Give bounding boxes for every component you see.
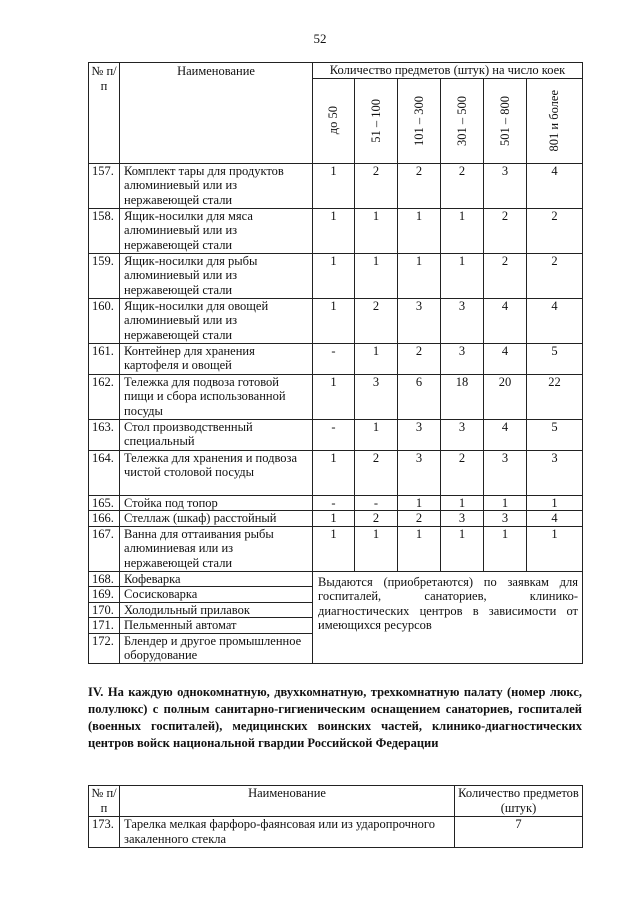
row-number: 173.: [89, 817, 120, 848]
row-value: -: [355, 495, 398, 511]
row-value: 4: [484, 298, 527, 343]
row-value: 3: [398, 298, 441, 343]
row-name: Сосисковарка: [120, 587, 313, 603]
row-value: 3: [398, 419, 441, 450]
row-value: 1: [355, 253, 398, 298]
row-value: 2: [398, 511, 441, 527]
table2-header-row: [89, 786, 583, 817]
row-name: Стол производственный специальный: [120, 419, 313, 450]
table-row: [89, 511, 583, 527]
header-quantity: Количество предметов (штук): [455, 786, 583, 817]
row-value: 2: [398, 343, 441, 374]
equipment-table: [88, 62, 583, 664]
row-number: 160.: [89, 298, 120, 343]
row-number: 158.: [89, 208, 120, 253]
row-value: 2: [484, 208, 527, 253]
row-value: 1: [313, 208, 355, 253]
header-range: 101 – 300: [398, 78, 441, 163]
row-value: 1: [441, 526, 484, 571]
row-value: 1: [313, 163, 355, 208]
row-name: Комплект тары для продуктов алюминиевый или из нержавеющей стали: [120, 163, 313, 208]
row-name: Ванна для оттаивания рыбы алюминиевая или из нержавеющей стали: [120, 526, 313, 571]
row-name: Стеллаж (шкаф) расстойный: [120, 511, 313, 527]
row-value: 3: [484, 163, 527, 208]
header-range: 301 – 500: [441, 78, 484, 163]
table-row: [89, 374, 583, 419]
row-value: 6: [398, 374, 441, 419]
row-quantity: 7: [455, 817, 583, 848]
row-number: 157.: [89, 163, 120, 208]
row-name: Стойка под топор: [120, 495, 313, 511]
table-row: [89, 253, 583, 298]
room-equipment-table: [88, 785, 583, 848]
row-value: 2: [355, 511, 398, 527]
row-value: 1: [313, 526, 355, 571]
row-value: 4: [527, 298, 583, 343]
header-num: № п/п: [89, 63, 120, 164]
row-name: Тележка для подвоза готовой пищи и сбора использованной посуды: [120, 374, 313, 419]
table-row: [89, 450, 583, 495]
row-value: 4: [484, 343, 527, 374]
row-name: Кофеварка: [120, 571, 313, 587]
table-row: [89, 817, 583, 848]
table-row: [89, 298, 583, 343]
row-value: 1: [441, 208, 484, 253]
row-value: 3: [441, 511, 484, 527]
row-value: -: [313, 343, 355, 374]
row-value: 18: [441, 374, 484, 419]
row-value: 2: [355, 298, 398, 343]
row-value: 20: [484, 374, 527, 419]
row-value: 1: [355, 208, 398, 253]
row-value: 1: [398, 253, 441, 298]
row-value: -: [313, 419, 355, 450]
row-value: 1: [398, 526, 441, 571]
row-value: 3: [484, 511, 527, 527]
row-value: 3: [484, 450, 527, 495]
row-value: 2: [441, 450, 484, 495]
row-value: 1: [313, 253, 355, 298]
row-value: 2: [355, 450, 398, 495]
row-value: 5: [527, 419, 583, 450]
row-number: 161.: [89, 343, 120, 374]
section-iv-heading: IV. На каждую однокомнатную, двухкомнатную, трехкомнатную палату (номер люкс, полулюкс) с полным санитарно-гигиеническим оснащением санаториев, госпиталей (военных госпиталей), медицинских воинских частей, клинико-диагностических центров войск национальной гвардии Российской Федерации: [88, 685, 582, 750]
row-value: 3: [441, 343, 484, 374]
row-value: 1: [398, 208, 441, 253]
row-value: 4: [527, 163, 583, 208]
table-row: [89, 571, 583, 587]
row-value: 1: [441, 495, 484, 511]
table-row: [89, 343, 583, 374]
row-value: 2: [355, 163, 398, 208]
row-value: 1: [355, 419, 398, 450]
header-name: Наименование: [120, 63, 313, 164]
header-range: 51 – 100: [355, 78, 398, 163]
row-name: Контейнер для хранения картофеля и овощей: [120, 343, 313, 374]
row-number: 165.: [89, 495, 120, 511]
row-number: 171.: [89, 618, 120, 634]
row-value: 3: [398, 450, 441, 495]
row-value: 2: [398, 163, 441, 208]
table-row: [89, 495, 583, 511]
header-name: Наименование: [120, 786, 455, 817]
row-value: 2: [484, 253, 527, 298]
table-row: [89, 419, 583, 450]
row-name: Ящик-носилки для овощей алюминиевый или из нержавеющей стали: [120, 298, 313, 343]
row-value: 1: [484, 526, 527, 571]
row-value: 4: [527, 511, 583, 527]
row-value: 1: [398, 495, 441, 511]
row-number: 168.: [89, 571, 120, 587]
row-name: Тарелка мелкая фарфоро-фаянсовая или из ударопрочного закаленного стекла: [120, 817, 455, 848]
row-number: 169.: [89, 587, 120, 603]
table-row: [89, 526, 583, 571]
header-range: 501 – 800: [484, 78, 527, 163]
header-range: 801 и более: [527, 78, 583, 163]
row-number: 164.: [89, 450, 120, 495]
row-name: Блендер и другое промышленное оборудование: [120, 633, 313, 663]
row-name: Ящик-носилки для рыбы алюминиевый или из нержавеющей стали: [120, 253, 313, 298]
row-value: 4: [484, 419, 527, 450]
row-value: 2: [441, 163, 484, 208]
header-quantity-group: Количество предметов (штук) на число коек: [313, 63, 583, 79]
row-value: 3: [441, 419, 484, 450]
row-value: 3: [527, 450, 583, 495]
row-number: 163.: [89, 419, 120, 450]
page-number: 52: [313, 31, 327, 46]
row-value: 5: [527, 343, 583, 374]
row-number: 166.: [89, 511, 120, 527]
row-value: 1: [313, 374, 355, 419]
row-value: 1: [355, 526, 398, 571]
header-range: до 50: [313, 78, 355, 163]
row-number: 170.: [89, 602, 120, 618]
row-value: 1: [527, 495, 583, 511]
grouped-note: Выдаются (приобретаются) по заявкам для госпиталей, санаториев, клинико-диагностических центров в зависимости от имеющихся ресурсов: [313, 571, 583, 663]
row-value: 1: [313, 298, 355, 343]
row-name: Пельменный автомат: [120, 618, 313, 634]
row-value: 3: [355, 374, 398, 419]
row-value: 1: [527, 526, 583, 571]
row-value: 22: [527, 374, 583, 419]
row-value: 2: [527, 253, 583, 298]
row-value: -: [313, 495, 355, 511]
header-row-top: [89, 63, 583, 79]
row-name: Ящик-носилки для мяса алюминиевый или из нержавеющей стали: [120, 208, 313, 253]
row-value: 3: [441, 298, 484, 343]
row-number: 159.: [89, 253, 120, 298]
row-name: Тележка для хранения и подвоза чистой столовой посуды: [120, 450, 313, 495]
header-num: № п/п: [89, 786, 120, 817]
row-value: 1: [355, 343, 398, 374]
row-value: 1: [441, 253, 484, 298]
row-number: 167.: [89, 526, 120, 571]
row-value: 1: [313, 511, 355, 527]
row-value: 1: [313, 450, 355, 495]
row-value: 1: [484, 495, 527, 511]
row-name: Холодильный прилавок: [120, 602, 313, 618]
row-number: 172.: [89, 633, 120, 663]
row-value: 2: [527, 208, 583, 253]
table-row: [89, 163, 583, 208]
row-number: 162.: [89, 374, 120, 419]
table-row: [89, 208, 583, 253]
